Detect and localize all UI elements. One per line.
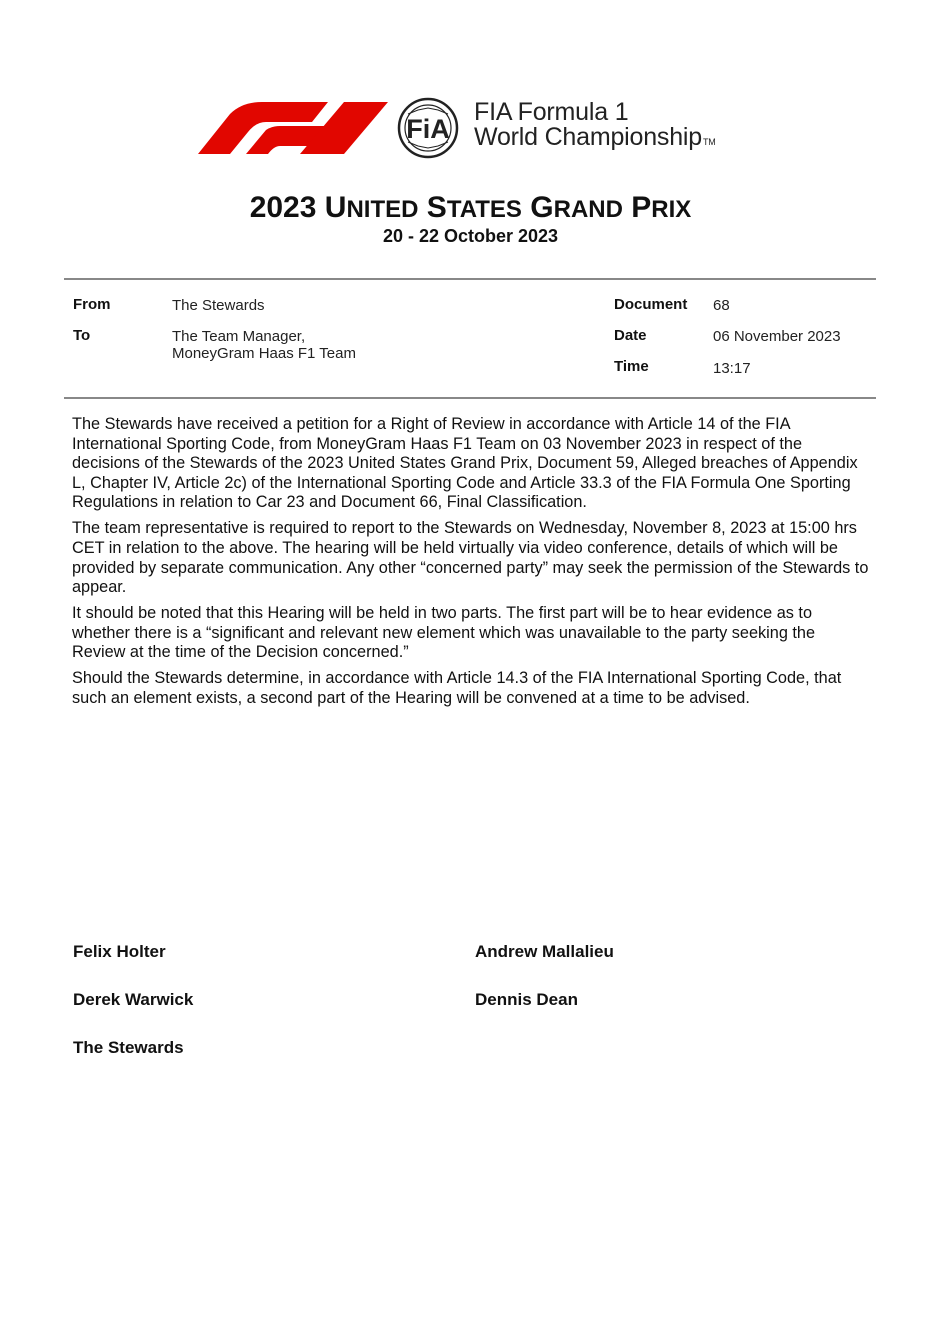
to-value-line-2: MoneyGram Haas F1 Team <box>172 345 356 362</box>
document-label: Document <box>614 296 688 313</box>
date-value: 06 November 2023 <box>713 328 841 345</box>
top-divider <box>64 278 876 280</box>
title-rand: RAND <box>553 196 623 223</box>
time-value: 13:17 <box>713 360 751 377</box>
title-s: S <box>426 191 447 224</box>
f1-logo-icon <box>196 96 476 160</box>
brand-wordmark <box>474 100 716 155</box>
title-p: P <box>631 191 652 224</box>
date-label: Date <box>614 327 647 344</box>
trademark-mark: TM <box>703 137 716 147</box>
f1-fia-logo <box>196 96 766 160</box>
to-label: To <box>73 327 91 344</box>
fia-roundel-icon <box>399 99 457 157</box>
body-paragraph-1: The Stewards have received a petition for a Right of Review in accordance with Article 14 of the FIA International Sporting Code, from MoneyGram Haas F1 Team on 03 November 2023 in respect of the decisions of the Stewards of the 2023 United States Grand Prix, Document 59, Alleged breaches of Appendix L, Chapter IV, Article 2c) of the International Sporting Code and Article 33.3 of the FIA Formula One Sporting Regulations in relation to Car 23 and Document 66, Final Classification. <box>72 415 858 512</box>
from-value: The Stewards <box>172 297 265 314</box>
fia-logo-text: FiA <box>406 114 450 144</box>
signature-andrew-mallalieu: Andrew Mallalieu <box>475 942 614 961</box>
to-value <box>172 328 356 362</box>
event-title <box>0 191 941 225</box>
body-paragraph-2: The team representative is required to report to the Stewards on Wednesday, November 8, 2023 at 15:00 hrs CET in relation to the above. The hearing will be held virtually via video conference, details of which will be provided by separate communication. Any other “concerned party” may seek the permission of the Stewards to appear. <box>72 519 869 597</box>
title-g: G <box>530 191 554 224</box>
body-paragraph-3: It should be noted that this Hearing will be held in two parts. The first part will be to hear evidence as to whether there is a “significant and relevant new element which was unavailable to the party seeking the Review at the time of the Decision concerned.” <box>72 604 816 662</box>
document-body <box>72 415 872 715</box>
signature-felix-holter: Felix Holter <box>73 942 166 961</box>
from-label: From <box>73 296 111 313</box>
to-value-line-1: The Team Manager, <box>172 328 306 345</box>
title-rix: RIX <box>651 196 692 223</box>
title-year: 2023 <box>249 191 317 224</box>
bottom-divider <box>64 397 876 399</box>
time-label: Time <box>614 358 649 375</box>
signature-dennis-dean: Dennis Dean <box>475 990 578 1009</box>
document-value: 68 <box>713 297 730 314</box>
title-tates: TATES <box>446 196 522 223</box>
brand-line-2-text: World Championship <box>474 123 702 151</box>
brand-line-1: FIA Formula 1 <box>474 98 629 126</box>
signature-the-stewards: The Stewards <box>73 1038 184 1057</box>
event-dates: 20 - 22 October 2023 <box>382 226 559 246</box>
body-paragraph-4: Should the Stewards determine, in accordance with Article 14.3 of the FIA International Sporting Code, that such an element exists, a second part of the Hearing will be convened at a time to be advised. <box>72 669 842 707</box>
title-nited: NITED <box>346 196 419 223</box>
brand-line-2 <box>474 125 716 155</box>
signature-derek-warwick: Derek Warwick <box>73 990 194 1009</box>
title-u: U <box>324 191 347 224</box>
